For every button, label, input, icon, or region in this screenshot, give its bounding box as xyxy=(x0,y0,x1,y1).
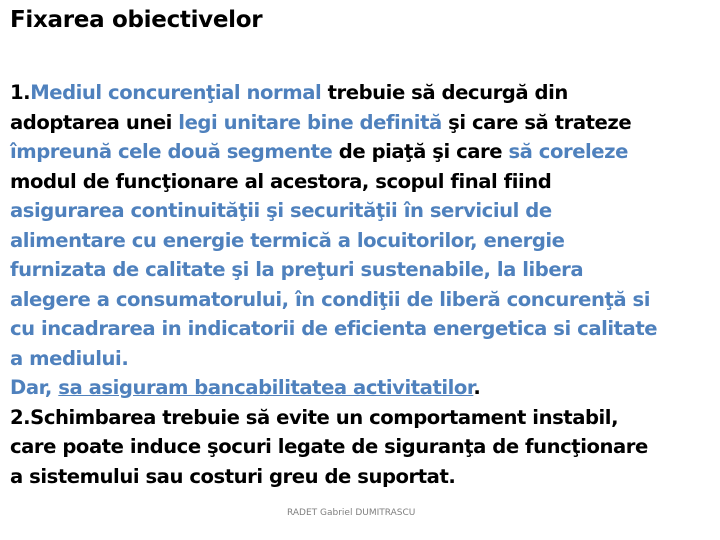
paragraph-1-line-2 xyxy=(10,108,715,138)
paragraph-1-line-3 xyxy=(10,137,715,167)
dar-prefix: Dar, xyxy=(10,376,59,399)
slide-footer: RADET Gabriel DUMITRASCU xyxy=(287,508,416,518)
paragraph-1-line-1 xyxy=(10,78,715,108)
paragraph-2-line-3: a sistemului sau costuri greu de suportat. xyxy=(10,464,456,488)
text-segment: adoptarea unei xyxy=(10,110,179,134)
highlight-legi-unitare: legi unitare bine definită xyxy=(178,110,442,134)
paragraph-1-line-9: cu incadrarea in indicatorii de eficienta energetica si calitate xyxy=(10,317,658,340)
paragraph-1-line-7: furnizata de calitate şi la preţuri sustenabile, la libera xyxy=(10,258,584,281)
highlight-sa-coreleze: să coreleze xyxy=(508,140,628,163)
text-segment: trebuie să decurgă din xyxy=(321,81,568,104)
paragraph-2-line-2: care poate induce şocuri legate de siguranţa de funcţionare xyxy=(10,435,648,458)
paragraph-1-line-5: asigurarea continuităţii şi securităţii în serviciul de xyxy=(10,199,552,222)
paragraph-2-line-1: 2.Schimbarea trebuie să evite un comportament instabil, xyxy=(10,405,619,429)
paragraph-number: 1. xyxy=(10,81,31,104)
paragraph-1-line-10: a mediului. xyxy=(10,346,129,370)
dar-line xyxy=(10,373,715,403)
paragraph-1-line-8: alegere a consumatorului, în condiţii de liberă concurenţă si xyxy=(10,287,651,311)
paragraph-1-line-4: modul de funcţionare al acestora, scopul final fiind xyxy=(10,169,552,193)
bancabilitate-underlined: sa asiguram bancabilitatea activitatilor xyxy=(58,376,474,399)
highlight-mediul-concurential: Mediul concurenţial normal xyxy=(30,81,322,104)
dar-suffix: . xyxy=(473,376,481,399)
text-segment: de piaţă şi care xyxy=(332,140,509,163)
highlight-doua-segmente: împreună cele două segmente xyxy=(10,140,333,163)
paragraph-1-line-6: alimentare cu energie termică a locuitorilor, energie xyxy=(10,228,565,252)
text-segment: şi care să trateze xyxy=(441,110,632,134)
slide-body xyxy=(10,78,715,491)
slide-title: Fixarea obiectivelor xyxy=(10,7,263,33)
